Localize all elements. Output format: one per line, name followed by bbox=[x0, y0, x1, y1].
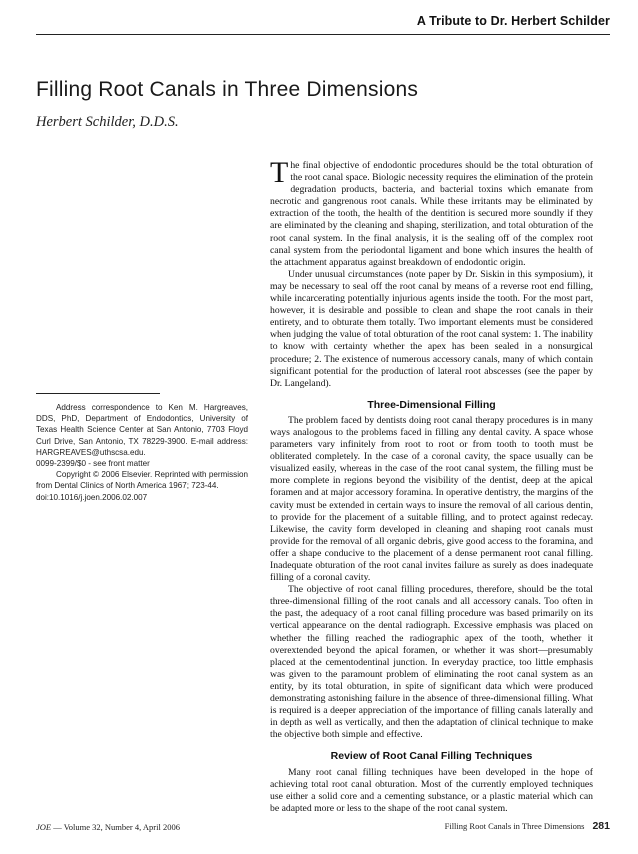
article-title: Filling Root Canals in Three Dimensions bbox=[36, 78, 419, 101]
correspondence-address: Address correspondence to Ken M. Hargreaves, DDS, PhD, Department of Endodontics, University of Texas Health Science Center at San Antonio, 7703 Floyd Curl Drive, San Antonio, TX 78229-3900. E-mail address: HARGREAVES@uthscsa.edu. bbox=[36, 403, 248, 457]
intro-paragraph-1-text: he final objective of endodontic procedures should be the total obturation of the root canal space. Biologic necessity requires the elimination of the protein degradation products, bacteria, and bacterial toxins which emanate from necrotic and gangrenous root canals. While these irritants may be eliminated by extraction of the tooth, the health of the dentition is secured more soundly if they are eliminated by the cleaning and shaping, sterilization, and total obturation of the root canal system. In the final analysis, it is the sealing off of the complex root canal system from the periodontal ligament and bone which insures the health of the attachment apparatus against breakdown of endodontic origin. bbox=[270, 160, 593, 268]
journal-volume: — Volume 32, Number 4, April 2006 bbox=[53, 822, 180, 832]
doi-line: doi:10.1016/j.joen.2006.02.007 bbox=[36, 492, 148, 502]
section-heading-review: Review of Root Canal Filling Techniques bbox=[330, 750, 533, 763]
footer-running-title bbox=[445, 820, 610, 832]
section2-paragraph-1: Many root canal filling techniques have been developed in the hope of achieving total root canal obturation. Most of the currently employed techniques use either a solid core and a cementing substance, or a plastic material which can be adapted more or less to the shape of the root canal system. bbox=[270, 766, 593, 814]
header-rule bbox=[36, 34, 610, 35]
running-header: A Tribute to Dr. Herbert Schilder bbox=[416, 14, 610, 28]
sidebar-rule bbox=[36, 393, 160, 394]
intro-paragraph-2: Under unusual circumstances (note paper by Dr. Siskin in this symposium), it may be necessary to seal off the root canal by means of a reverse root end filling, while incarcerating potentially injurious agents inside the tooth. For the most part, however, it is desirable and possible to clean and shape the root canals in their entirety, and to obturate them totally. Two important elements must be considered when judging the value of total obturation of the root canal system: 1. The inability to know with certainty whether the apex has been sealed in a nonsurgical procedure; 2. The existence of numerous accessory canals, many of which contain significant potential for the production of lateral root abscesses (see the paper by Dr. Langeland). bbox=[270, 268, 593, 389]
intro-paragraph-1 bbox=[270, 156, 593, 269]
page-number: 281 bbox=[592, 820, 610, 832]
main-text-column bbox=[270, 156, 593, 815]
section-heading-three-dimensional: Three-Dimensional Filling bbox=[367, 398, 496, 411]
issn-line: 0099-2399/$0 - see front matter bbox=[36, 459, 150, 469]
journal-abbrev: JOE bbox=[36, 822, 52, 832]
article-author: Herbert Schilder, D.D.S. bbox=[36, 114, 179, 130]
copyright-line: Copyright © 2006 Elsevier. Reprinted with permission from Dental Clinics of North America 1967; 723-44. bbox=[36, 470, 248, 491]
correspondence-note bbox=[36, 402, 248, 503]
footer-journal-info bbox=[36, 822, 180, 832]
section1-paragraph-1: The problem faced by dentists doing root canal therapy procedures is in many ways analogous to the problems faced in filling any dental cavity. A space whose parameters vary infinitely from root to root or from tooth to tooth must be obliterated completely. In the case of a coronal cavity, the space usually can be visualized easily, whereas in the case of the root canal system, the filling must be more complete in regions beyond the visibility of the dentist, deep at the apical foramen and at major accessory foramina. In operative dentistry, the margins of the cavity must be extended in certain ways to insure the removal of all carious dentin, to provide for the placement of a suitable filling, and to protect against redecay. Likewise, the cavity form developed in cleaning and shaping root canals must provide for the removal of all organic debris, give good access to the foramina, and offer a shape conducive to the placement of a dense permanent root canal filling. Inadequate obturation of the root canal invites failure as surely as does inadequate filling of a coronal cavity. bbox=[270, 414, 593, 584]
drop-cap: T bbox=[270, 156, 289, 189]
running-title: Filling Root Canals in Three Dimensions bbox=[444, 821, 585, 831]
section1-paragraph-2: The objective of root canal filling procedures, therefore, should be the total three-dimensional filling of the root canals and all accessory canals. Too often in the past, the adequacy of a root canal filling procedure was based primarily on its vertical appearance on the dental radiograph. Excessive emphasis was placed on whether the filling reached the radiographic apex of the tooth, whether it overextended beyond the apical foramen, or whether it was short—presumably placed at the cementodentinal junction. In everyday practice, too little emphasis was given to the paramount problem of eliminating the root canal system as an entity, by its total obturation, in spite of significant data which were produced demonstrating astonishing failure in the absence of three-dimensional filling. What is required is a deeper appreciation of the importance of filling canals laterally and in depth as well as vertically, and then the adaptation of clinical technique to make the objective both simple and effective. bbox=[270, 584, 593, 741]
